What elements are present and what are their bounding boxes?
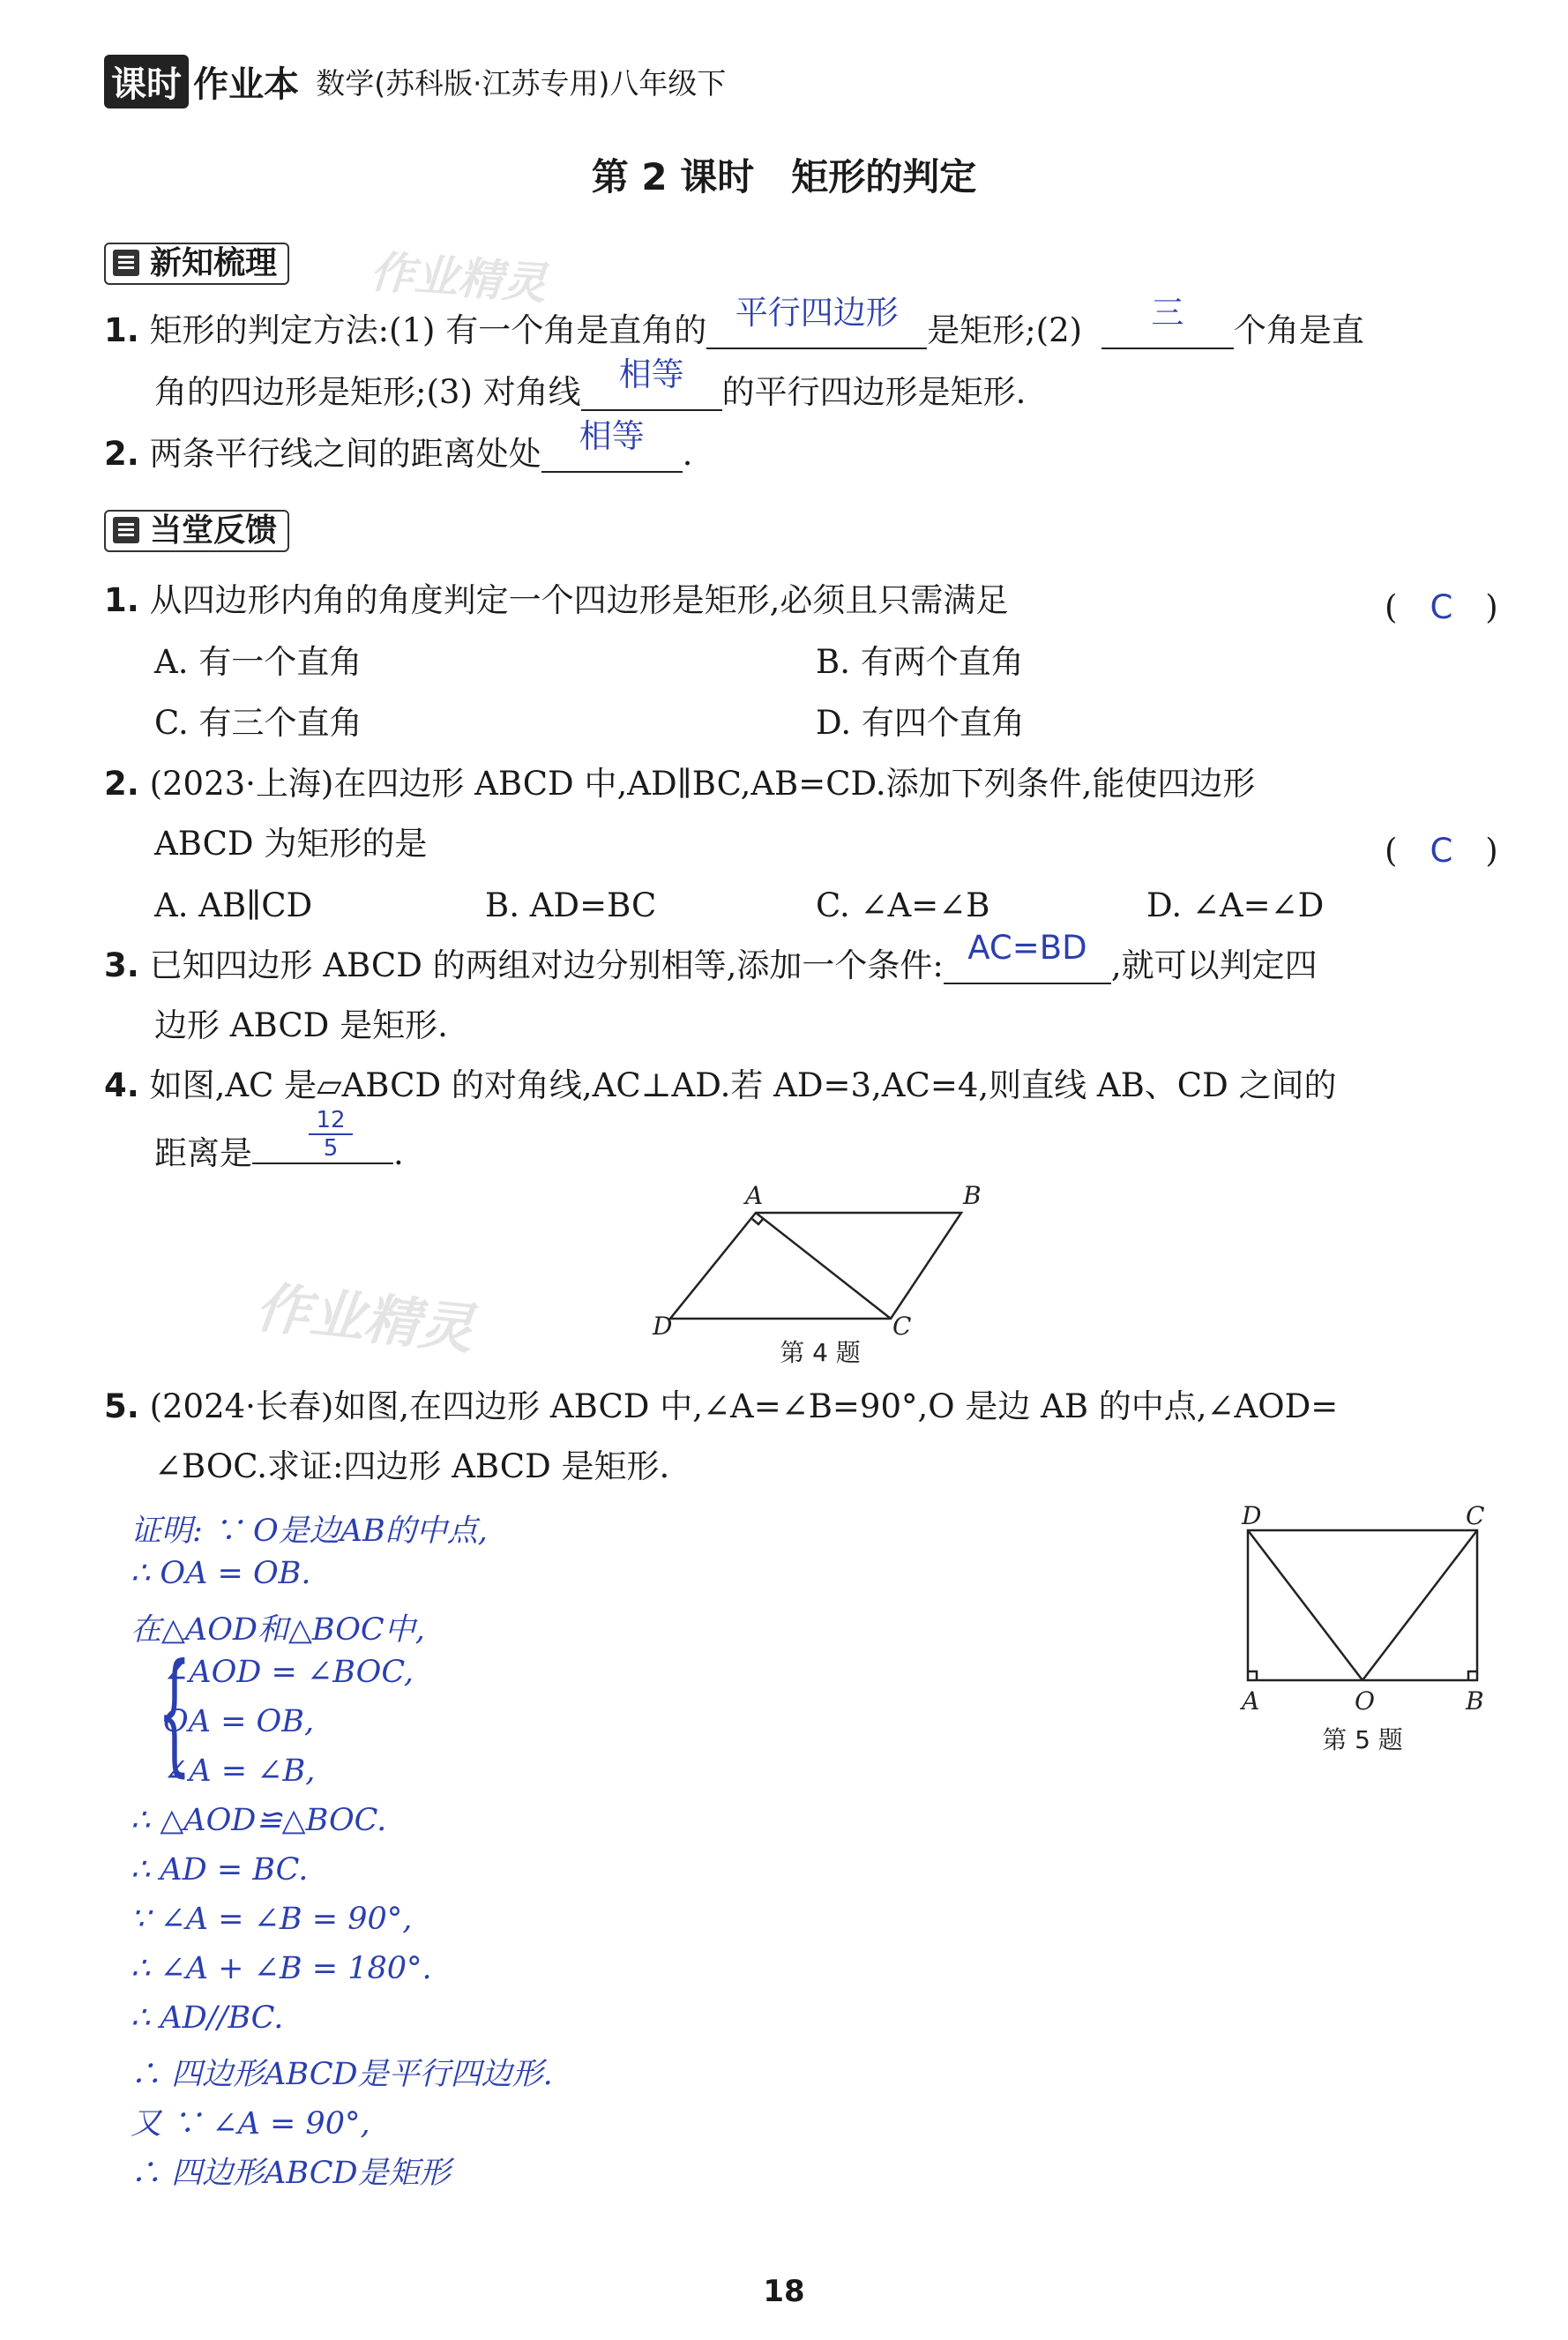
- q-text: 是矩形;(2): [927, 311, 1083, 349]
- figure-5: [1226, 1499, 1508, 1755]
- proof-line: ∠A = ∠B,: [163, 1753, 316, 1789]
- option: C. 有三个直角: [154, 704, 362, 742]
- option: D. ∠A=∠D: [1146, 886, 1325, 924]
- fb-q3-line2: 边形 ABCD 是矩形.: [154, 1006, 448, 1044]
- answer-blank: [1101, 294, 1234, 349]
- q-text: 距离是: [154, 1134, 252, 1172]
- rectangle: [1248, 1530, 1477, 1680]
- q-number: 3.: [104, 946, 139, 984]
- q-text: 个角是直: [1233, 311, 1364, 349]
- proof-line: 又 ∵ ∠A = 90°,: [131, 2106, 370, 2142]
- answer: 相等: [618, 355, 684, 393]
- q-text: 的平行四边形是矩形.: [721, 373, 1027, 411]
- page-number: 18: [763, 2274, 805, 2309]
- segment-od: [1248, 1530, 1363, 1680]
- answer: AC=BD: [967, 929, 1087, 967]
- q-number: 2.: [104, 435, 139, 473]
- q-text: 矩形的判定方法:(1) 有一个角是直角的: [149, 311, 707, 349]
- proof-line: ∵ ∠A = ∠B = 90°,: [131, 1902, 413, 1937]
- right-angle-mark-a: [1248, 1671, 1257, 1680]
- answer: C: [1430, 832, 1453, 870]
- q-text: 角的四边形是矩形;(3) 对角线: [154, 373, 581, 411]
- figure-caption: 第 4 题: [780, 1338, 861, 1367]
- list-icon: [113, 250, 139, 276]
- watermark: 作业精灵: [252, 1275, 477, 1362]
- header: [104, 55, 726, 108]
- q-number: 5.: [104, 1387, 139, 1425]
- brace: {: [157, 1636, 191, 1790]
- section-feedback: [104, 510, 289, 552]
- proof-line: ∴ AD = BC.: [131, 1852, 309, 1888]
- proof-line: ∴ 四边形ABCD是平行四边形.: [131, 2057, 553, 2092]
- option: C. ∠A=∠B: [816, 886, 990, 924]
- fraction-answer: [309, 1107, 353, 1162]
- numerator: 12: [309, 1107, 353, 1135]
- label-o: O: [1355, 1686, 1375, 1716]
- answer-blank: [706, 294, 927, 349]
- fb-q3-line1: [104, 929, 1318, 986]
- q-text: 如图,AC 是▱ABCD 的对角线,AC⊥AD.若 AD=3,AC=4,则直线 AB、CD 之间的: [149, 1066, 1337, 1104]
- label-d: D: [1242, 1501, 1262, 1530]
- parallelogram: [670, 1213, 961, 1319]
- answer: 相等: [579, 417, 645, 455]
- right-angle-mark: [752, 1218, 764, 1224]
- diagonal-ac: [756, 1213, 891, 1319]
- fb-q2-stem2: ABCD 为矩形的是: [154, 825, 428, 863]
- watermark: 作业精灵: [368, 246, 549, 310]
- label-b: B: [1466, 1686, 1484, 1716]
- q-number: 4.: [104, 1066, 139, 1104]
- answer: 三: [1151, 294, 1184, 332]
- logo: 课时: [104, 55, 189, 108]
- fb-q2-stem1: [104, 764, 1255, 804]
- answer-blank: [581, 355, 722, 411]
- fb-q5-line2: ∠BOC.求证:四边形 ABCD 是矩形.: [154, 1447, 670, 1485]
- q-text: (2024·长春)如图,在四边形 ABCD 中,∠A=∠B=90°,O 是边 AB 的中点,∠AOD=: [149, 1387, 1339, 1425]
- subject-line: 数学(苏科版·江苏专用)八年级下: [316, 66, 727, 101]
- answer-blank: [541, 417, 683, 473]
- q-number: 1.: [104, 311, 139, 349]
- option: A. 有一个直角: [154, 643, 362, 681]
- label-d: D: [653, 1312, 673, 1341]
- pencil-icon: [113, 517, 139, 543]
- answer: C: [1430, 588, 1453, 626]
- fb-q4-line2: [154, 1125, 404, 1174]
- label-c: C: [892, 1312, 912, 1341]
- q-text: ,就可以判定四: [1110, 946, 1318, 984]
- fb-q5-line1: [104, 1387, 1338, 1427]
- q-number: 2.: [104, 765, 139, 803]
- q-text: (2023·上海)在四边形 ABCD 中,AD∥BC,AB=CD.添加下列条件,能使四边形: [149, 765, 1256, 803]
- option: D. 有四个直角: [816, 704, 1025, 742]
- fb-q1-answer-paren: ( C ): [1385, 588, 1498, 626]
- option: B. 有两个直角: [816, 643, 1024, 681]
- right-angle-mark-b: [1468, 1671, 1477, 1680]
- figure-4: [635, 1177, 1005, 1372]
- label-a: A: [745, 1181, 764, 1210]
- segment-oc: [1363, 1530, 1477, 1680]
- lesson-title: 第 2 课时 矩形的判定: [591, 155, 977, 198]
- section-new-knowledge: [104, 243, 289, 285]
- q-text: .: [393, 1134, 404, 1172]
- denominator: 5: [323, 1135, 339, 1162]
- option: A. AB∥CD: [154, 886, 313, 924]
- nk-q1-line2: [154, 355, 1027, 413]
- section-label: 当堂反馈: [150, 512, 278, 549]
- proof-line: ∠AOD = ∠BOC,: [163, 1655, 414, 1690]
- q-text: 两条平行线之间的距离处处: [149, 435, 541, 473]
- fb-q4-line1: [104, 1065, 1337, 1106]
- proof-line: ∴ ∠A + ∠B = 180°.: [131, 1951, 432, 1986]
- answer-blank: [944, 929, 1111, 984]
- label-b: B: [963, 1181, 982, 1210]
- label-c: C: [1466, 1501, 1485, 1530]
- proof-line: ∴ OA = OB.: [131, 1556, 311, 1591]
- q-text: .: [682, 435, 693, 473]
- proof-line: 证明: ∵ O是边AB的中点,: [131, 1514, 488, 1549]
- section-label: 新知梳理: [150, 245, 278, 281]
- q-text: 从四边形内角的角度判定一个四边形是矩形,必须且只需满足: [149, 581, 1009, 619]
- fb-q2-answer-paren: ( C ): [1385, 832, 1498, 870]
- proof-line: 在△AOD和△BOC中,: [131, 1612, 425, 1648]
- q-text: 已知四边形 ABCD 的两组对边分别相等,添加一个条件:: [149, 946, 944, 984]
- proof-line: OA = OB,: [163, 1704, 315, 1739]
- label-a: A: [1242, 1686, 1260, 1716]
- proof-line: ∴ AD//BC.: [131, 2000, 284, 2036]
- figure-caption: 第 5 题: [1322, 1725, 1403, 1754]
- answer: 平行四边形: [735, 294, 899, 332]
- nk-q2: [104, 417, 693, 475]
- nk-q1-line1: [104, 294, 1364, 351]
- fb-q1-stem: [104, 580, 1008, 621]
- book-name: 作业本: [193, 64, 300, 105]
- q-number: 1.: [104, 581, 139, 619]
- proof-line: ∴ △AOD≌△BOC.: [131, 1803, 387, 1838]
- proof-line: ∴ 四边形ABCD是矩形: [131, 2156, 451, 2191]
- option: B. AD=BC: [485, 886, 657, 924]
